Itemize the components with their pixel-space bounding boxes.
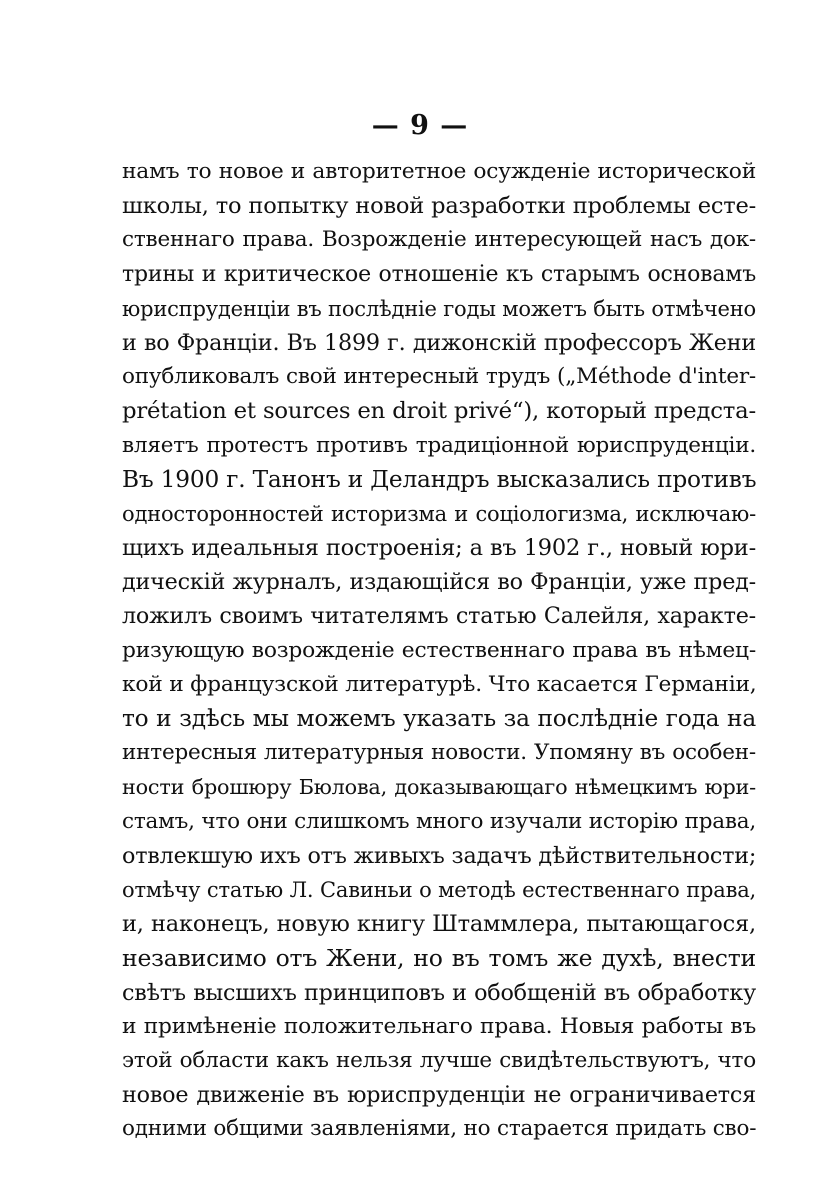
text-line: отвлекшую ихъ отъ живыхъ задачъ дѣйствительности; <box>122 842 756 869</box>
text-line: Въ 1900 г. Танонъ и Деландръ высказались противъ <box>122 465 756 493</box>
text-line: дическій журналъ, издающійся во Франціи, уже пред- <box>122 569 756 596</box>
body-text <box>122 155 756 1146</box>
text-line: ризующую возрожденіе естественнаго права въ нѣмец- <box>122 637 756 663</box>
text-line: вляетъ протестъ противъ традиціонной юриспруденціи. <box>122 432 756 458</box>
text-line: то и здѣсь мы можемъ указать за послѣдніе года на <box>122 705 756 732</box>
text-line: независимо отъ Жени, но въ томъ же духѣ, внести <box>122 944 756 973</box>
text-line: новое движеніе въ юриспруденціи не ограничивается <box>122 1082 756 1109</box>
text-line: одними общими заявленіями, но старается придать сво- <box>122 1116 756 1142</box>
page-number: — 9 — <box>371 110 469 141</box>
text-line: односторонностей историзма и соціологизма, исключаю- <box>122 501 756 526</box>
text-line: кой и французской литературѣ. Что касается Германіи, <box>122 671 756 697</box>
text-line: щихъ идеальныя построенія; а въ 1902 г., новый юри- <box>122 535 756 562</box>
text-line: ственнаго права. Возрожденіе интересующей насъ док- <box>122 227 756 253</box>
text-line: намъ то новое и авторитетное осужденіе исторической <box>122 159 756 184</box>
text-line: ности брошюру Бюлова, доказывающаго нѣмецкимъ юри- <box>122 775 756 800</box>
text-line: интересныя литературныя новости. Упомяну въ особен- <box>122 740 756 766</box>
text-line: юриспруденціи въ послѣдніе годы можетъ быть отмѣчено <box>122 296 756 321</box>
text-line: школы, то попытку новой разработки проблемы есте- <box>122 193 756 220</box>
text-line: ложилъ своимъ читателямъ статью Салейля, характе- <box>122 603 756 630</box>
text-line: трины и критическое отношеніе къ старымъ основамъ <box>122 261 756 287</box>
text-line: и во Франціи. Въ 1899 г. дижонскій профессоръ Жени <box>122 329 756 356</box>
text-line: стамъ, что они слишкомъ много изучали исторію права, <box>122 808 756 834</box>
text-line: и примѣненіе положительнаго права. Новыя работы въ <box>122 1013 756 1039</box>
text-line: prétation et sources en droit privé“), который предста- <box>122 398 756 425</box>
text-line: отмѣчу статью Л. Савиньи о методѣ естественнаго права, <box>122 877 756 902</box>
text-line: и, наконецъ, новую книгу Штаммлера, пытающагося, <box>122 911 756 938</box>
text-line: свѣтъ высшихъ принциповъ и обобщеній въ обработку <box>122 979 756 1006</box>
text-line: опубликовалъ свой интересный трудъ („Méthode d'inter- <box>122 364 756 390</box>
text-line: этой области какъ нельзя лучше свидѣтельствуютъ, что <box>122 1047 756 1073</box>
